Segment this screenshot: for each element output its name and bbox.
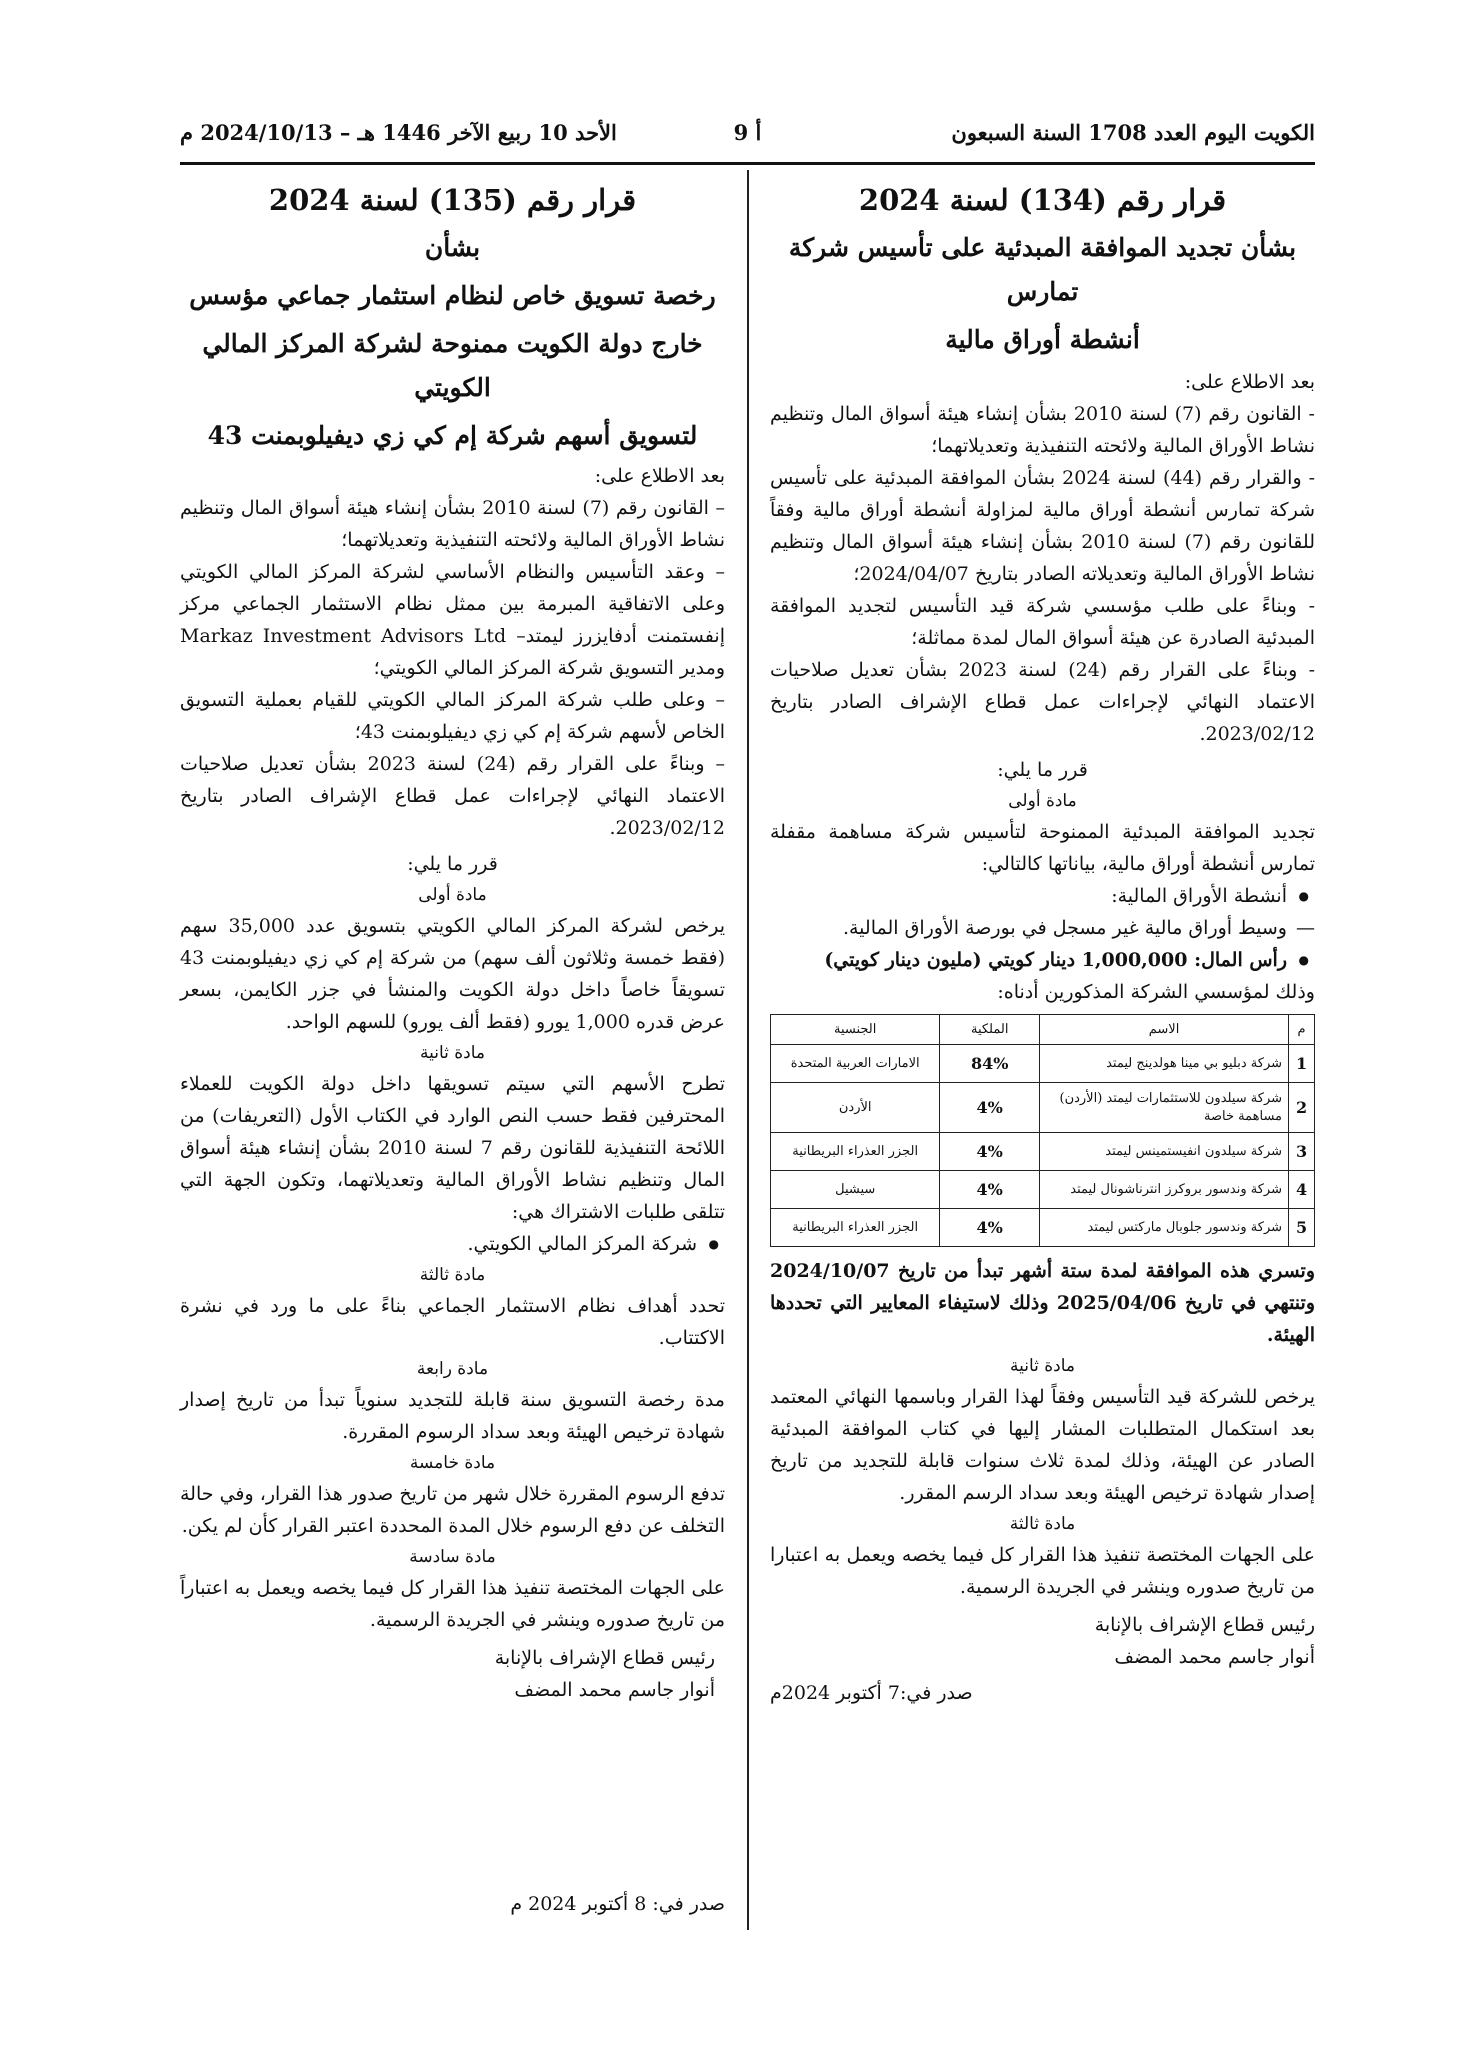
row-name: شركة وندسور بروكرز انترناشونال ليمتد bbox=[1040, 1171, 1289, 1209]
decision-135-article-2-text: تطرح الأسهم التي سيتم تسويقها داخل دولة الكويت للعملاء المحترفين فقط حسب النص الوارد في الكتاب الأول (التعريفات) من اللائحة التنفيذية للقانون رقم 7 لسنة 2010 بشأن إنشاء هيئة أسواق المال وتنظيم نشاط الأوراق المالية وتعديلاتهما، وتكون الجهة التي تتلقى طلبات الاشتراك هي: bbox=[180, 1073, 725, 1223]
row-ownership: 4% bbox=[940, 1083, 1040, 1133]
decision-134-article-2-name: مادة ثانية bbox=[1009, 1356, 1076, 1376]
decision-134-issued: صدر في:7 أكتوبر 2024م bbox=[770, 1682, 973, 1704]
decision-134-recital: - والقرار رقم (44) لسنة 2024 بشأن الموافقة المبدئية على تأسيس شركة تمارس أنشطة أوراق مالية لمزاولة أنشطة أوراق مالية وفقاً للقانون رقم (7) لسنة 2010 بشأن إنشاء هيئة أسواق المال وتنظيم نشاط الأوراق المالية وتعديلاته الصادر بتاريخ 2024/04/07؛ bbox=[770, 467, 1316, 585]
col-header-num: م bbox=[1289, 1015, 1315, 1045]
decision-134-subject-line2: أنشطة أوراق مالية bbox=[945, 325, 1140, 354]
decision-135-article-6-text: على الجهات المختصة تنفيذ هذا القرار كل فيما يخصه ويعمل به اعتباراً من تاريخ صدوره وينشر في الجريدة الرسمية. bbox=[180, 1577, 725, 1631]
row-ownership: 4% bbox=[940, 1133, 1040, 1171]
decision-134-column bbox=[770, 178, 1315, 1709]
decision-135-recital: – القانون رقم (7) لسنة 2010 بشأن إنشاء هيئة أسواق المال وتنظيم نشاط الأوراق المالية ولائحته التنفيذية وتعديلاتهما؛ bbox=[180, 497, 725, 551]
decision-134-decided: قرر ما يلي: bbox=[997, 759, 1088, 781]
row-ownership: 4% bbox=[940, 1171, 1040, 1209]
decision-135-article-1-name: مادة أولى bbox=[418, 885, 487, 905]
row-ownership: 84% bbox=[940, 1045, 1040, 1083]
decision-135-subject-line2: خارج دولة الكويت ممنوحة لشركة المركز المالي الكويتي bbox=[202, 329, 703, 402]
row-name: شركة سيلدون للاستثمارات ليمتد (الأردن) مساهمة خاصة bbox=[1040, 1083, 1289, 1133]
row-nationality: الأردن bbox=[771, 1083, 940, 1133]
row-num: 3 bbox=[1289, 1133, 1315, 1171]
decision-134-recital: - وبناءً على القرار رقم (24) لسنة 2023 بشأن تعديل صلاحيات الاعتماد النهائي لإجراءات عمل قطاع الإشراف الصادر بتاريخ 2023/02/12. bbox=[770, 659, 1316, 745]
decision-134-article-3-text: على الجهات المختصة تنفيذ هذا القرار كل فيما يخصه ويعمل به اعتبارا من تاريخ صدوره وينشر في الجريدة الرسمية. bbox=[770, 1544, 1315, 1598]
decision-134-capital: ● رأس المال: 1,000,000 دينار كويتي (مليون دينار كويتي) bbox=[770, 944, 1315, 976]
decision-135-subject-line3: لتسويق أسهم شركة إم كي زي ديفيلوبمنت 43 bbox=[207, 421, 698, 450]
decision-134-article-2-text: يرخص للشركة قيد التأسيس وفقاً لهذا القرار وباسمها النهائي المعتمد بعد استكمال المتطلبات المشار إليها في كتاب الموافقة المبدئية الصادر عن الهيئة، وذلك لمدة ثلاث سنوات قابلة للتجديد من تاريخ إصدار شهادة ترخيص الهيئة وبعد سداد الرسم المقرر. bbox=[770, 1386, 1315, 1504]
header-rule bbox=[180, 162, 1315, 165]
row-num: 2 bbox=[1289, 1083, 1315, 1133]
decision-135-intro: بعد الاطلاع على: bbox=[594, 465, 725, 487]
decision-135-sign-name: أنوار جاسم محمد المضف bbox=[514, 1679, 715, 1701]
decision-135-article-2-name: مادة ثانية bbox=[419, 1043, 486, 1063]
decision-135-article-5-text: تدفع الرسوم المقررة خلال شهر من تاريخ صدور هذا القرار، وفي حالة التخلف عن دفع الرسوم خلال المدة المحددة اعتبر القرار كأن لم يكن. bbox=[180, 1483, 725, 1537]
row-num: 4 bbox=[1289, 1171, 1315, 1209]
founders-table bbox=[770, 1014, 1315, 1247]
row-nationality: سيشيل bbox=[771, 1171, 940, 1209]
table-row bbox=[771, 1083, 1315, 1133]
decision-135-recital: – وعقد التأسيس والنظام الأساسي لشركة المركز المالي الكويتي وعلى الاتفاقية المبرمة بين ممثل نظام الاستثمار الجماعي مركز إنفستمنت أدفايزرز ليمتد– Markaz Investment Advisors Ltd ومدير التسويق شركة المركز المالي الكويتي؛ bbox=[180, 561, 725, 679]
decision-134-activities-label: ● أنشطة الأوراق المالية: bbox=[770, 880, 1315, 912]
decision-135-article-6-name: مادة سادسة bbox=[409, 1547, 496, 1567]
col-header-nationality: الجنسية bbox=[771, 1015, 940, 1045]
col-header-ownership: الملكية bbox=[940, 1015, 1040, 1045]
decision-134-recital: - القانون رقم (7) لسنة 2010 بشأن إنشاء هيئة أسواق المال وتنظيم نشاط الأوراق المالية ولائحته التنفيذية وتعديلاتهما؛ bbox=[770, 403, 1315, 457]
decision-134-sign-title: رئيس قطاع الإشراف بالإنابة bbox=[1094, 1614, 1315, 1636]
decision-135-article-3-name: مادة ثالثة bbox=[419, 1265, 486, 1285]
row-num: 1 bbox=[1289, 1045, 1315, 1083]
decision-135-article-1-text: يرخص لشركة المركز المالي الكويتي بتسويق عدد 35,000 سهم (فقط خمسة وثلاثون ألف سهم) من شركة إم كي زي ديفيلوبمنت 43 تسويقاً خاصاً داخل دولة الكويت والمنشأ في جزر الكايمن، بسعر عرض قدره 1,000 يورو (فقط ألف يورو) للسهم الواحد. bbox=[180, 915, 725, 1033]
decision-134-validity: وتسري هذه الموافقة لمدة ستة أشهر تبدأ من تاريخ 2024/10/07 وتنتهي في تاريخ 2025/04/06 وذلك لاستيفاء المعايير التي تحددها الهيئة. bbox=[770, 1260, 1315, 1346]
decision-134-article-3-name: مادة ثالثة bbox=[1009, 1514, 1076, 1534]
decision-134-founders-intro: وذلك لمؤسسي الشركة المذكورين أدناه: bbox=[997, 981, 1315, 1003]
col-header-name: الاسم bbox=[1040, 1015, 1289, 1045]
decision-135-recital: – وعلى طلب شركة المركز المالي الكويتي للقيام بعملية التسويق الخاص لأسهم شركة إم كي زي ديفيلوبمنت 43؛ bbox=[180, 689, 725, 743]
decision-134-intro: بعد الاطلاع على: bbox=[1184, 371, 1315, 393]
row-ownership: 4% bbox=[940, 1209, 1040, 1247]
table-row bbox=[771, 1045, 1315, 1083]
decision-134-article-1-text: تجديد الموافقة المبدئية الممنوحة لتأسيس شركة مساهمة مقفلة تمارس أنشطة أوراق مالية، بياناتها كالتالي: bbox=[770, 821, 1315, 875]
decision-134-recital: - وبناءً على طلب مؤسسي شركة قيد التأسيس لتجديد الموافقة المبدئية الصادرة عن هيئة أسواق المال لمدة مماثلة؛ bbox=[770, 595, 1315, 649]
table-row bbox=[771, 1171, 1315, 1209]
table-row bbox=[771, 1133, 1315, 1171]
decision-135-subject-head: بشأن bbox=[424, 233, 481, 262]
row-name: شركة دبليو بي مينا هولدينج ليمتد bbox=[1040, 1045, 1289, 1083]
decision-135-article-5-name: مادة خامسة bbox=[409, 1453, 496, 1473]
page-header bbox=[180, 120, 1315, 160]
row-name: شركة سيلدون انفيستمينس ليمتد bbox=[1040, 1133, 1289, 1171]
decision-134-sign-name: أنوار جاسم محمد المضف bbox=[1114, 1646, 1315, 1668]
decision-134-subject-line1: بشأن تجديد الموافقة المبدئية على تأسيس شركة تمارس bbox=[788, 233, 1297, 306]
decision-135-column bbox=[180, 178, 725, 1706]
decision-135-article-4-text: مدة رخصة التسويق سنة قابلة للتجديد سنوياً تبدأ من تاريخ إصدار شهادة ترخيص الهيئة وبعد سداد الرسوم المقررة. bbox=[180, 1389, 725, 1443]
decision-135-subscription-entity: ● شركة المركز المالي الكويتي. bbox=[180, 1228, 725, 1260]
decision-135-issued: صدر في: 8 أكتوبر 2024 م bbox=[510, 1893, 725, 1915]
table-row bbox=[771, 1209, 1315, 1247]
row-nationality: الجزر العذراء البريطانية bbox=[771, 1133, 940, 1171]
decision-134-title: قرار رقم (134) لسنة 2024 bbox=[858, 183, 1227, 217]
header-date: الأحد 10 ربيع الآخر 1446 هـ – 2024/10/13 م bbox=[180, 120, 617, 145]
row-nationality: الامارات العربية المتحدة bbox=[771, 1045, 940, 1083]
row-nationality: الجزر العذراء البريطانية bbox=[771, 1209, 940, 1247]
decision-135-subject-line1: رخصة تسويق خاص لنظام استثمار جماعي مؤسس bbox=[189, 281, 716, 310]
decision-135-article-3-text: تحدد أهداف نظام الاستثمار الجماعي بناءً على ما ورد في نشرة الاكتتاب. bbox=[180, 1295, 725, 1349]
decision-134-article-1-name: مادة أولى bbox=[1008, 791, 1077, 811]
column-divider bbox=[747, 170, 749, 1930]
row-num: 5 bbox=[1289, 1209, 1315, 1247]
decision-135-title: قرار رقم (135) لسنة 2024 bbox=[268, 183, 637, 217]
decision-135-article-4-name: مادة رابعة bbox=[416, 1359, 489, 1379]
header-issue-info: الكويت اليوم العدد 1708 السنة السبعون bbox=[951, 120, 1315, 145]
header-page-number: أ 9 bbox=[733, 120, 762, 145]
founders-table-header bbox=[771, 1015, 1315, 1045]
decision-135-sign-title: رئيس قطاع الإشراف بالإنابة bbox=[494, 1647, 715, 1669]
row-name: شركة وندسور جلوبال ماركتس ليمتد bbox=[1040, 1209, 1289, 1247]
decision-135-recital: – وبناءً على القرار رقم (24) لسنة 2023 بشأن تعديل صلاحيات الاعتماد النهائي لإجراءات عمل قطاع الإشراف الصادر بتاريخ 2023/02/12. bbox=[180, 753, 726, 839]
decision-134-activity: — وسيط أوراق مالية غير مسجل في بورصة الأوراق المالية. bbox=[770, 912, 1315, 944]
decision-135-decided: قرر ما يلي: bbox=[407, 853, 498, 875]
